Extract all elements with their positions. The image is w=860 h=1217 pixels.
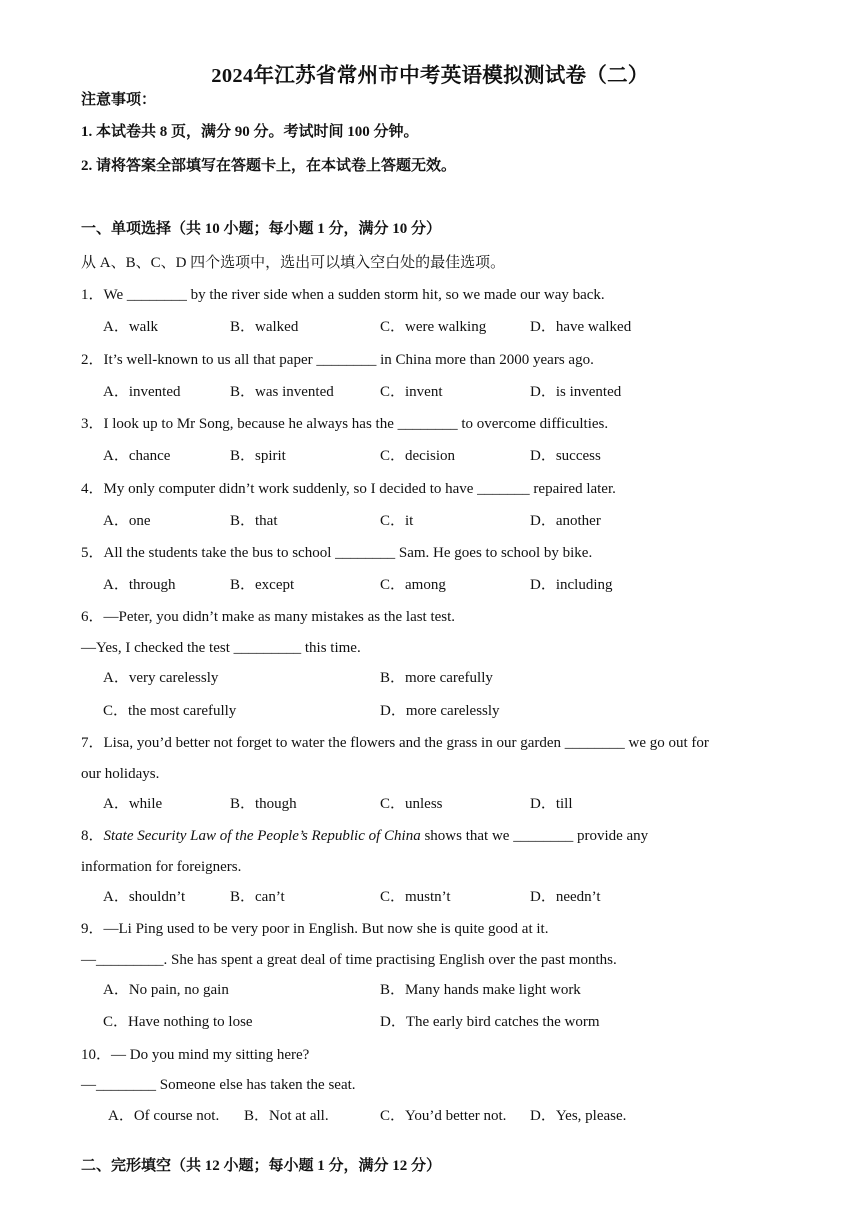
question-5-stem: 5．All the students take the bus to school ________ Sam. He goes to school by bike. bbox=[81, 545, 593, 561]
question-2-option-d: D．is invented bbox=[530, 384, 622, 400]
question-8-option-d: D．needn’t bbox=[530, 889, 601, 905]
question-4-option-b: B．that bbox=[230, 513, 278, 529]
question-6-stem-2: —Yes, I checked the test _________ this time. bbox=[81, 640, 361, 656]
question-8-number: 8． bbox=[81, 828, 104, 844]
question-7-option-b: B．though bbox=[230, 796, 297, 812]
note-item-2: 2. 请将答案全部填写在答题卡上，在本试卷上答题无效。 bbox=[81, 158, 457, 174]
question-9-option-b: B．Many hands make light work bbox=[380, 982, 581, 998]
question-5-option-b: B．except bbox=[230, 577, 295, 593]
question-4-option-d: D．another bbox=[530, 513, 601, 529]
question-1-option-a: A．walk bbox=[103, 319, 158, 335]
question-3-option-b: B．spirit bbox=[230, 448, 286, 464]
question-7-stem-2: our holidays. bbox=[81, 766, 160, 782]
page-title: 2024年江苏省常州市中考英语模拟测试卷（二） bbox=[211, 65, 649, 87]
question-1-option-b: B．walked bbox=[230, 319, 299, 335]
question-2-option-a: A．invented bbox=[103, 384, 181, 400]
notes-heading: 注意事项： bbox=[81, 92, 157, 108]
question-7-stem: 7．Lisa, you’d better not forget to water the flowers and the grass in our garden ________ we go out for bbox=[81, 735, 709, 751]
question-4-option-c: C．it bbox=[380, 513, 414, 529]
section2-heading: 二、完形填空（共 12 小题；每小题 1 分，满分 12 分） bbox=[81, 1158, 442, 1174]
question-8-option-a: A．shouldn’t bbox=[103, 889, 186, 905]
question-9-stem-2: —_________. She has spent a great deal of time practising English over the past months. bbox=[81, 952, 617, 968]
section1-heading: 一、单项选择（共 10 小题；每小题 1 分，满分 10 分） bbox=[81, 221, 442, 237]
question-1-option-c: C．were walking bbox=[380, 319, 487, 335]
question-10-stem-2: —________ Someone else has taken the seat. bbox=[81, 1077, 356, 1093]
question-6-stem: 6．—Peter, you didn’t make as many mistakes as the last test. bbox=[81, 609, 456, 625]
question-9-stem: 9．—Li Ping used to be very poor in English. But now she is quite good at it. bbox=[81, 921, 549, 937]
question-6-option-b: B．more carefully bbox=[380, 670, 493, 686]
question-5-option-a: A．through bbox=[103, 577, 176, 593]
question-2-option-c: C．invent bbox=[380, 384, 443, 400]
question-10-option-c: C．You’d better not. bbox=[380, 1108, 507, 1124]
question-5-option-d: D．including bbox=[530, 577, 613, 593]
question-7-option-c: C．unless bbox=[380, 796, 443, 812]
question-8-law-title: State Security Law of the People’s Republic of China bbox=[103, 828, 421, 844]
question-10-option-b: B．Not at all. bbox=[244, 1108, 329, 1124]
question-10-option-a: A．Of course not. bbox=[108, 1108, 220, 1124]
question-1-stem: 1．We ________ by the river side when a sudden storm hit, so we made our way back. bbox=[81, 287, 605, 303]
question-6-option-a: A．very carelessly bbox=[103, 670, 219, 686]
question-3-option-d: D．success bbox=[530, 448, 601, 464]
question-8-stem bbox=[81, 826, 648, 846]
question-9-option-a: A．No pain, no gain bbox=[103, 982, 229, 998]
question-1-option-d: D．have walked bbox=[530, 319, 632, 335]
question-5-option-c: C．among bbox=[380, 577, 446, 593]
question-9-option-c: C．Have nothing to lose bbox=[103, 1014, 253, 1030]
question-8-stem-2: information for foreigners. bbox=[81, 859, 242, 875]
question-2-option-b: B．was invented bbox=[230, 384, 334, 400]
question-3-option-a: A．chance bbox=[103, 448, 171, 464]
question-7-option-a: A．while bbox=[103, 796, 163, 812]
question-6-option-c: C．the most carefully bbox=[103, 703, 237, 719]
question-2-stem: 2．It’s well-known to us all that paper ________ in China more than 2000 years ago. bbox=[81, 352, 594, 368]
question-9-option-d: D．The early bird catches the worm bbox=[380, 1014, 600, 1030]
question-8-option-c: C．mustn’t bbox=[380, 889, 451, 905]
question-10-stem: 10．— Do you mind my sitting here? bbox=[81, 1047, 310, 1063]
question-4-option-a: A．one bbox=[103, 513, 151, 529]
note-item-1: 1. 本试卷共 8 页，满分 90 分。考试时间 100 分钟。 bbox=[81, 124, 419, 140]
question-7-option-d: D．till bbox=[530, 796, 573, 812]
section1-instruction: 从 A、B、C、D 四个选项中，选出可以填入空白处的最佳选项。 bbox=[81, 255, 506, 271]
question-8-option-b: B．can’t bbox=[230, 889, 285, 905]
question-10-option-d: D．Yes, please. bbox=[530, 1108, 627, 1124]
question-3-option-c: C．decision bbox=[380, 448, 455, 464]
question-4-stem: 4．My only computer didn’t work suddenly, so I decided to have _______ repaired later. bbox=[81, 481, 616, 497]
question-8-stem-rest: shows that we ________ provide any bbox=[420, 828, 649, 844]
question-6-option-d: D．more carelessly bbox=[380, 703, 500, 719]
question-3-stem: 3．I look up to Mr Song, because he always has the ________ to overcome difficulties. bbox=[81, 416, 609, 432]
